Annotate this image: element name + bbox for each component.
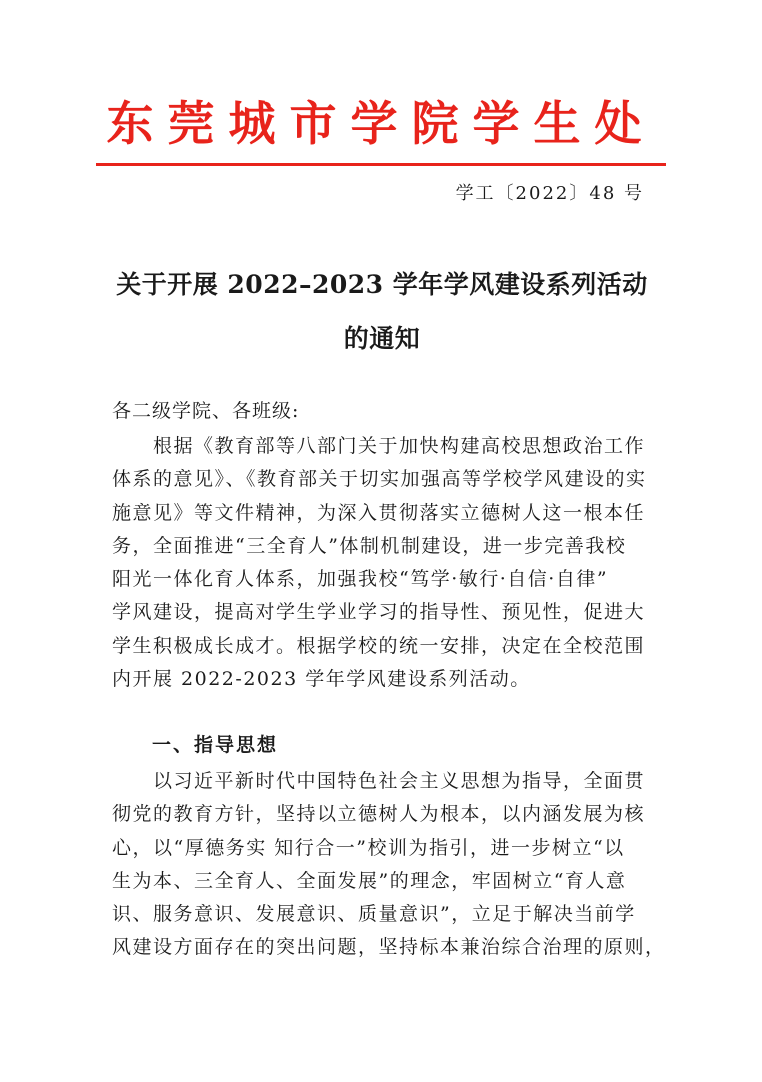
- paragraph-line: 施意见》等文件精神，为深入贯彻落实立德树人这一根本任: [112, 501, 646, 524]
- paragraph-line: 内开展 2022-2023 学年学风建设系列活动。: [112, 668, 531, 691]
- addressee: 各二级学院、各班级:: [112, 400, 300, 422]
- paragraph-line: 以习近平新时代中国特色社会主义思想为指导，全面贯: [112, 770, 646, 792]
- paragraph-line: 根据《教育部等八部门关于加快构建高校思想政治工作: [112, 435, 646, 457]
- document-header-org-name: 东莞城市学院学生处: [106, 97, 656, 152]
- paragraph-line: 心，以“厚德务实 知行合一”校训为指引，进一步树立“以: [112, 836, 625, 859]
- paragraph-intro: [112, 430, 652, 696]
- paragraph-line: 风建设方面存在的突出问题，坚持标本兼治综合治理的原则，: [112, 936, 666, 959]
- paragraph-line: 生为本、三全育人、全面发展”的理念，牢固树立“育人意: [112, 869, 627, 892]
- paragraph-line: 体系的意见》、《教育部关于切实加强高等学校学风建设的实: [112, 468, 647, 491]
- paragraph-line: 务，全面推进“三全育人”体制机制建设，进一步完善我校: [112, 534, 627, 557]
- title-line-2: 的通知: [343, 324, 421, 353]
- paragraph-line: 阳光一体化育人体系，加强我校“笃学·敏行·自信·自律”: [112, 568, 609, 591]
- header-red-rule: [96, 163, 666, 166]
- document-number: 学工〔2022〕48 号: [455, 183, 644, 204]
- paragraph-line: 学风建设，提高对学生学业学习的指导性、预见性，促进大: [112, 601, 646, 624]
- title-line-1: 关于开展 2022–2023 学年学风建设系列活动: [116, 270, 648, 299]
- paragraph-line: 学生积极成长成才。根据学校的统一安排，决定在全校范围: [112, 634, 646, 657]
- section-heading-guiding-ideology: 一、指导思想: [152, 734, 279, 756]
- document-title: [108, 258, 656, 366]
- paragraph-line: 识、服务意识、发展意识、质量意识”，立足于解决当前学: [112, 903, 636, 926]
- paragraph-line: 彻党的教育方针，坚持以立德树人为根本，以内涵发展为核: [112, 803, 646, 826]
- paragraph-guiding-ideology: [112, 765, 666, 965]
